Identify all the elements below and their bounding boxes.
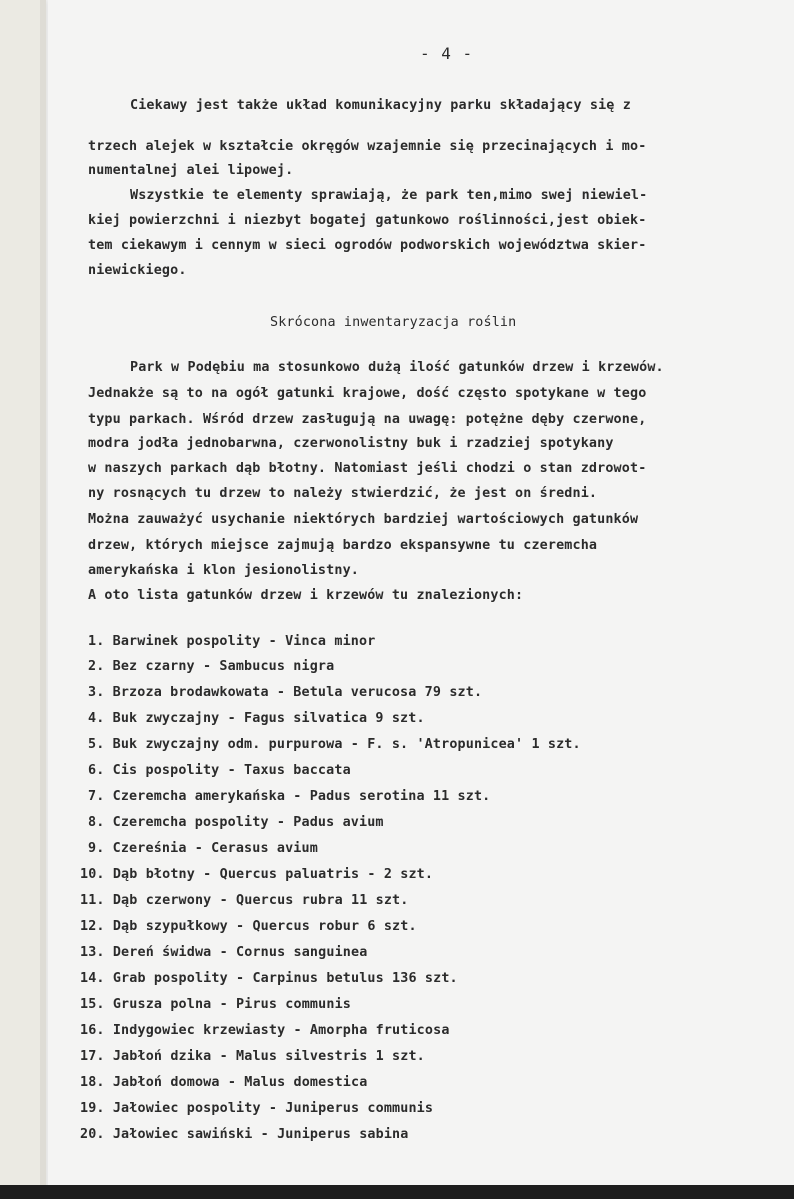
- binding-shadow: [40, 0, 46, 1199]
- list-item: 20. Jałowiec sawiński - Juniperus sabina: [80, 1127, 409, 1142]
- text-line: Jednakże są to na ogół gatunki krajowe, dość często spotykane w tego: [88, 386, 647, 401]
- list-item: 15. Grusza polna - Pirus communis: [80, 997, 351, 1012]
- text-line: niewickiego.: [88, 263, 187, 278]
- list-item: 13. Dereń świdwa - Cornus sanguinea: [80, 945, 368, 960]
- list-item: 18. Jabłoń domowa - Malus domestica: [80, 1075, 368, 1090]
- text-line: Ciekawy jest także układ komunikacyjny parku składający się z: [130, 98, 631, 113]
- list-item: 3. Brzoza brodawkowata - Betula verucosa 79 szt.: [88, 685, 483, 700]
- list-item: 11. Dąb czerwony - Quercus rubra 11 szt.: [80, 893, 409, 908]
- list-item: 1. Barwinek pospolity - Vinca minor: [88, 634, 376, 649]
- list-item: 17. Jabłoń dzika - Malus silvestris 1 szt.: [80, 1049, 425, 1064]
- list-item: 5. Buk zwyczajny odm. purpurowa - F. s. 'Atropunicea' 1 szt.: [88, 737, 581, 752]
- list-item: 10. Dąb błotny - Quercus paluatris - 2 szt.: [80, 867, 434, 882]
- document-page: [48, 0, 794, 1185]
- list-item: 12. Dąb szypułkowy - Quercus robur 6 szt.: [80, 919, 417, 934]
- scan-bottom-edge: [0, 1185, 794, 1199]
- list-item: 4. Buk zwyczajny - Fagus silvatica 9 szt.: [88, 711, 425, 726]
- page-number: - 4 -: [420, 44, 474, 63]
- list-item: 16. Indygowiec krzewiasty - Amorpha fruticosa: [80, 1023, 450, 1038]
- text-line: modra jodła jednobarwna, czerwonolistny buk i rzadziej spotykany: [88, 436, 614, 451]
- list-item: 8. Czeremcha pospolity - Padus avium: [88, 815, 384, 830]
- text-line: numentalnej alei lipowej.: [88, 163, 294, 178]
- list-item: 19. Jałowiec pospolity - Juniperus communis: [80, 1101, 434, 1116]
- list-item: 9. Czereśnia - Cerasus avium: [88, 841, 318, 856]
- text-line: amerykańska i klon jesionolistny.: [88, 563, 359, 578]
- text-line: drzew, których miejsce zajmują bardzo ekspansywne tu czeremcha: [88, 538, 598, 553]
- text-line: w naszych parkach dąb błotny. Natomiast jeśli chodzi o stan zdrowot-: [88, 461, 647, 476]
- text-line: A oto lista gatunków drzew i krzewów tu znalezionych:: [88, 588, 524, 603]
- text-line: kiej powierzchni i niezbyt bogatej gatunkowo roślinności,jest obiek-: [88, 213, 647, 228]
- text-line: Można zauważyć usychanie niektórych bardziej wartościowych gatunków: [88, 512, 639, 527]
- list-item: 14. Grab pospolity - Carpinus betulus 136 szt.: [80, 971, 458, 986]
- list-item: 2. Bez czarny - Sambucus nigra: [88, 659, 335, 674]
- section-heading: Skrócona inwentaryzacja roślin: [270, 315, 517, 330]
- list-item: 6. Cis pospolity - Taxus baccata: [88, 763, 351, 778]
- text-line: typu parkach. Wśród drzew zasługują na uwagę: potężne dęby czerwone,: [88, 412, 647, 427]
- text-line: tem ciekawym i cennym w sieci ogrodów podworskich województwa skier-: [88, 238, 647, 253]
- text-line: Park w Podębiu ma stosunkowo dużą ilość gatunków drzew i krzewów.: [130, 360, 664, 375]
- text-line: trzech alejek w kształcie okręgów wzajemnie się przecinających i mo-: [88, 139, 647, 154]
- binding-edge: [0, 0, 44, 1199]
- text-line: ny rosnących tu drzew to należy stwierdzić, że jest on średni.: [88, 486, 598, 501]
- list-item: 7. Czeremcha amerykańska - Padus serotina 11 szt.: [88, 789, 491, 804]
- text-line: Wszystkie te elementy sprawiają, że park ten,mimo swej niewiel-: [130, 188, 648, 203]
